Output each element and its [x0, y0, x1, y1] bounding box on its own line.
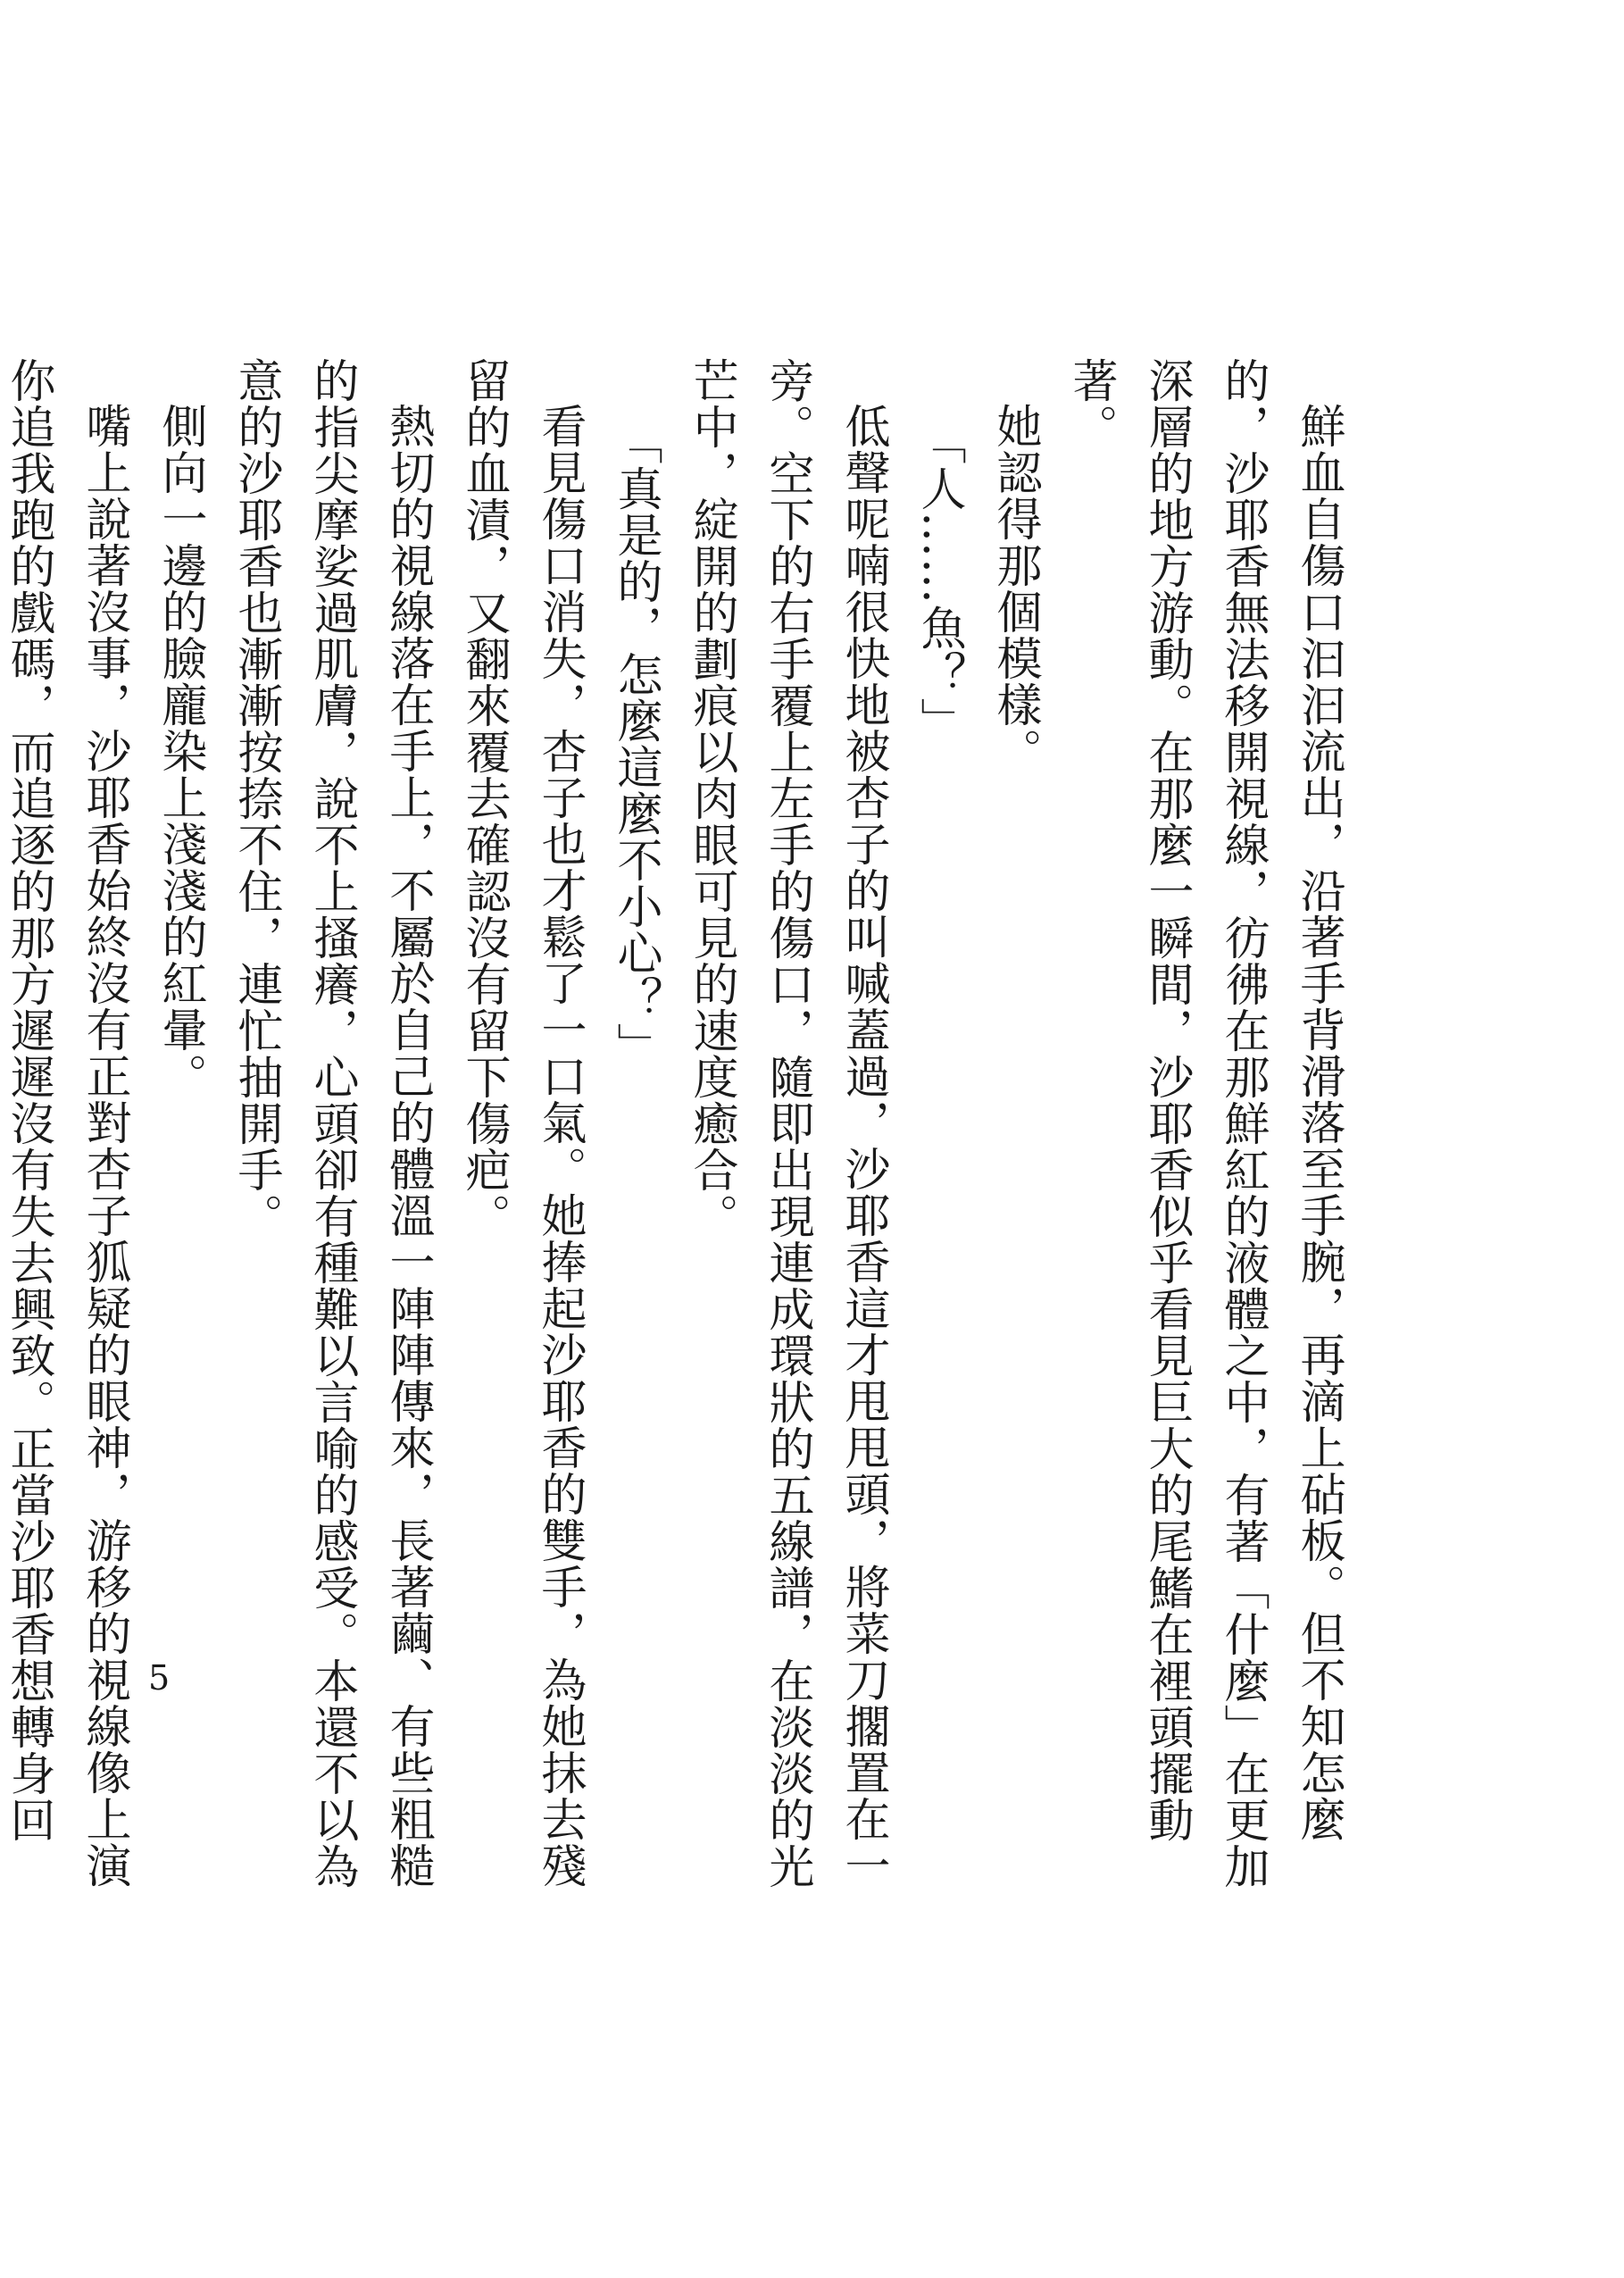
paragraph-2: 她認得那個模樣。	[988, 403, 1041, 774]
dialogue-line-1: 「人……魚？」	[912, 418, 965, 744]
paragraph-3: 低聲呢喃很快地被杏子的叫喊蓋過，沙耶香這才甩甩頭，將菜刀擱置在一旁。空下的右手覆上左手的傷口，隨即出現連成環狀的五線譜，在淡淡的光芒中，綻開的劃痕以肉眼可見的速度癒合。	[685, 357, 889, 1890]
paragraph-4: 看見傷口消失，杏子也才鬆了一口氣。她捧起沙耶香的雙手，為她抹去殘留的血漬，又翻來覆去確認沒有留下傷疤。	[457, 357, 586, 1889]
paragraph-6: 側向一邊的臉龐染上淺淺的紅暈。	[154, 403, 206, 1099]
paragraph-5: 熱切的視線落在手上，不屬於自己的體溫一陣陣傳來，長著繭、有些粗糙的指尖摩娑過肌膚，說不上搔癢，心頭卻有種難以言喻的感受。本還不以為意的沙耶香也漸漸按捺不住，連忙抽開手。	[229, 357, 434, 1890]
dialogue-line-2: 「真是的，怎麼這麼不小心？」	[609, 418, 662, 1069]
page-number: 5	[148, 1658, 171, 1698]
paragraph-7: 嘴上說著沒事，沙耶香始終沒有正對杏子狐疑的眼神，游移的視線像上演你追我跑的戲碼，而追逐的那方遲遲沒有失去興致。正當沙耶香想轉身回	[2, 357, 130, 1889]
paragraph-1: 鮮血自傷口汩汩流出，沿著手背滑落至手腕，再滴上砧板。但不知怎麼的，沙耶香無法移開視線，彷彿在那鮮紅的液體之中，有著「什麼」在更加深層的地方游動。在那麼一瞬間，沙耶香似乎看見巨大的尾鰭在裡頭擺動著。	[1064, 357, 1345, 1890]
vertical-text-body	[2, 357, 1356, 1893]
